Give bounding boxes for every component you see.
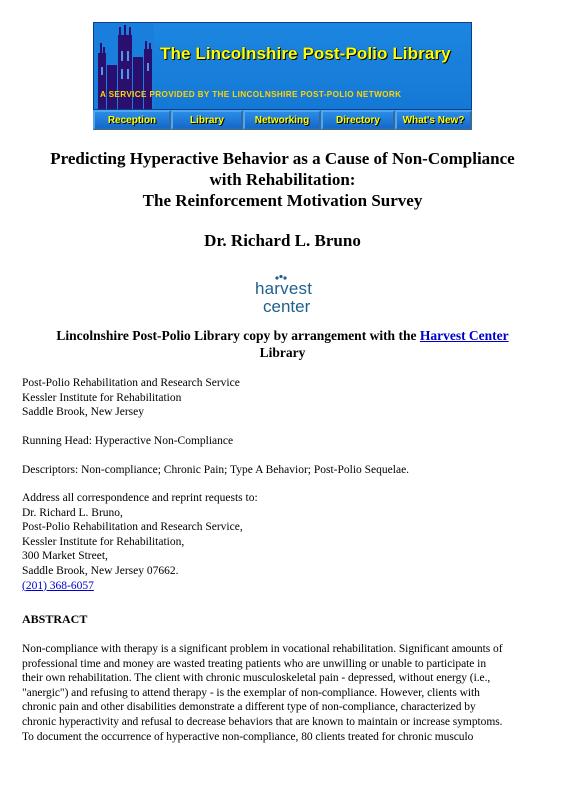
nav-reception[interactable]: Reception <box>93 110 171 130</box>
abstract-line: "anergic") and refusing to attend therapy - is the exemplar of non-compliance. However, clients with <box>22 686 480 699</box>
abstract-line: chronic hyperactivity and refusal to decrease behaviors that are known to maintain or increase symptoms. <box>22 715 503 728</box>
affiliation-line: Kessler Institute for Rehabilitation <box>22 391 182 404</box>
address-block <box>22 491 547 593</box>
abstract-line: professional time and money are wasted treating patients who are unwilling or unable to participate in <box>22 657 487 670</box>
affiliation-block <box>22 376 547 420</box>
nav-whats-new[interactable]: What's New? <box>395 110 472 130</box>
title-line-2: with Rehabilitation: <box>209 170 356 189</box>
abstract-line: their own rehabilitation. The client with chronic musculoskeletal pain - depressed, without energy (i.e., <box>22 672 491 685</box>
title-line-3: The Reinforcement Motivation Survey <box>142 191 423 210</box>
abstract-body <box>22 642 547 744</box>
phone-link[interactable]: (201) 368-6057 <box>22 579 94 592</box>
title-line-1: Predicting Hyperactive Behavior as a Cause of Non-Compliance <box>50 149 515 168</box>
author-name: Dr. Richard L. Bruno <box>204 231 361 250</box>
address-line: 300 Market Street, <box>22 550 108 563</box>
address-line: Post-Polio Rehabilitation and Research Service, <box>22 521 243 534</box>
banner-subtitle: A SERVICE PROVIDED BY THE LINCOLNSHIRE POST-POLIO NETWORK <box>100 90 402 99</box>
nav-bar <box>93 110 472 130</box>
banner-header[interactable] <box>93 22 472 110</box>
nav-networking[interactable]: Networking <box>243 110 321 130</box>
affiliation-line: Post-Polio Rehabilitation and Research Service <box>22 377 240 389</box>
abstract-line: To document the occurrence of hyperactive non-compliance, 80 clients treated for chronic musculo <box>22 730 474 743</box>
address-line: Dr. Richard L. Bruno, <box>22 506 123 519</box>
abstract-heading: ABSTRACT <box>22 612 88 626</box>
abstract-line: chronic pain and other disabilities demonstrate a different type of non-compliance, characterized by <box>22 701 476 714</box>
copy-notice-prefix: Lincolnshire Post-Polio Library copy by arrangement with the <box>56 328 417 343</box>
address-line: Saddle Brook, New Jersey 07662. <box>22 564 179 577</box>
affiliation-line: Saddle Brook, New Jersey <box>22 406 145 419</box>
running-head: Running Head: Hyperactive Non-Compliance <box>22 435 234 447</box>
logo-text-center: center <box>263 297 311 316</box>
nav-directory[interactable]: Directory <box>321 110 395 130</box>
site-banner <box>93 22 472 130</box>
nav-library[interactable]: Library <box>171 110 243 130</box>
logo-text-harvest: harvest <box>255 279 313 298</box>
address-line: Address all correspondence and reprint requests to: <box>22 492 258 504</box>
harvest-center-logo <box>245 274 325 318</box>
address-line: Kessler Institute for Rehabilitation, <box>22 535 185 548</box>
abstract-line: Non-compliance with therapy is a significant problem in vocational rehabilitation. Significant amounts of <box>22 643 503 655</box>
banner-title: The Lincolnshire Post-Polio Library <box>160 44 451 63</box>
copy-notice-suffix: Library <box>259 345 306 360</box>
descriptors: Descriptors: Non-compliance; Chronic Pain; Type A Behavior; Post-Polio Sequelae. <box>22 464 410 476</box>
page-title <box>20 148 545 211</box>
copy-notice <box>30 327 535 361</box>
harvest-center-link[interactable]: Harvest Center <box>419 328 509 343</box>
